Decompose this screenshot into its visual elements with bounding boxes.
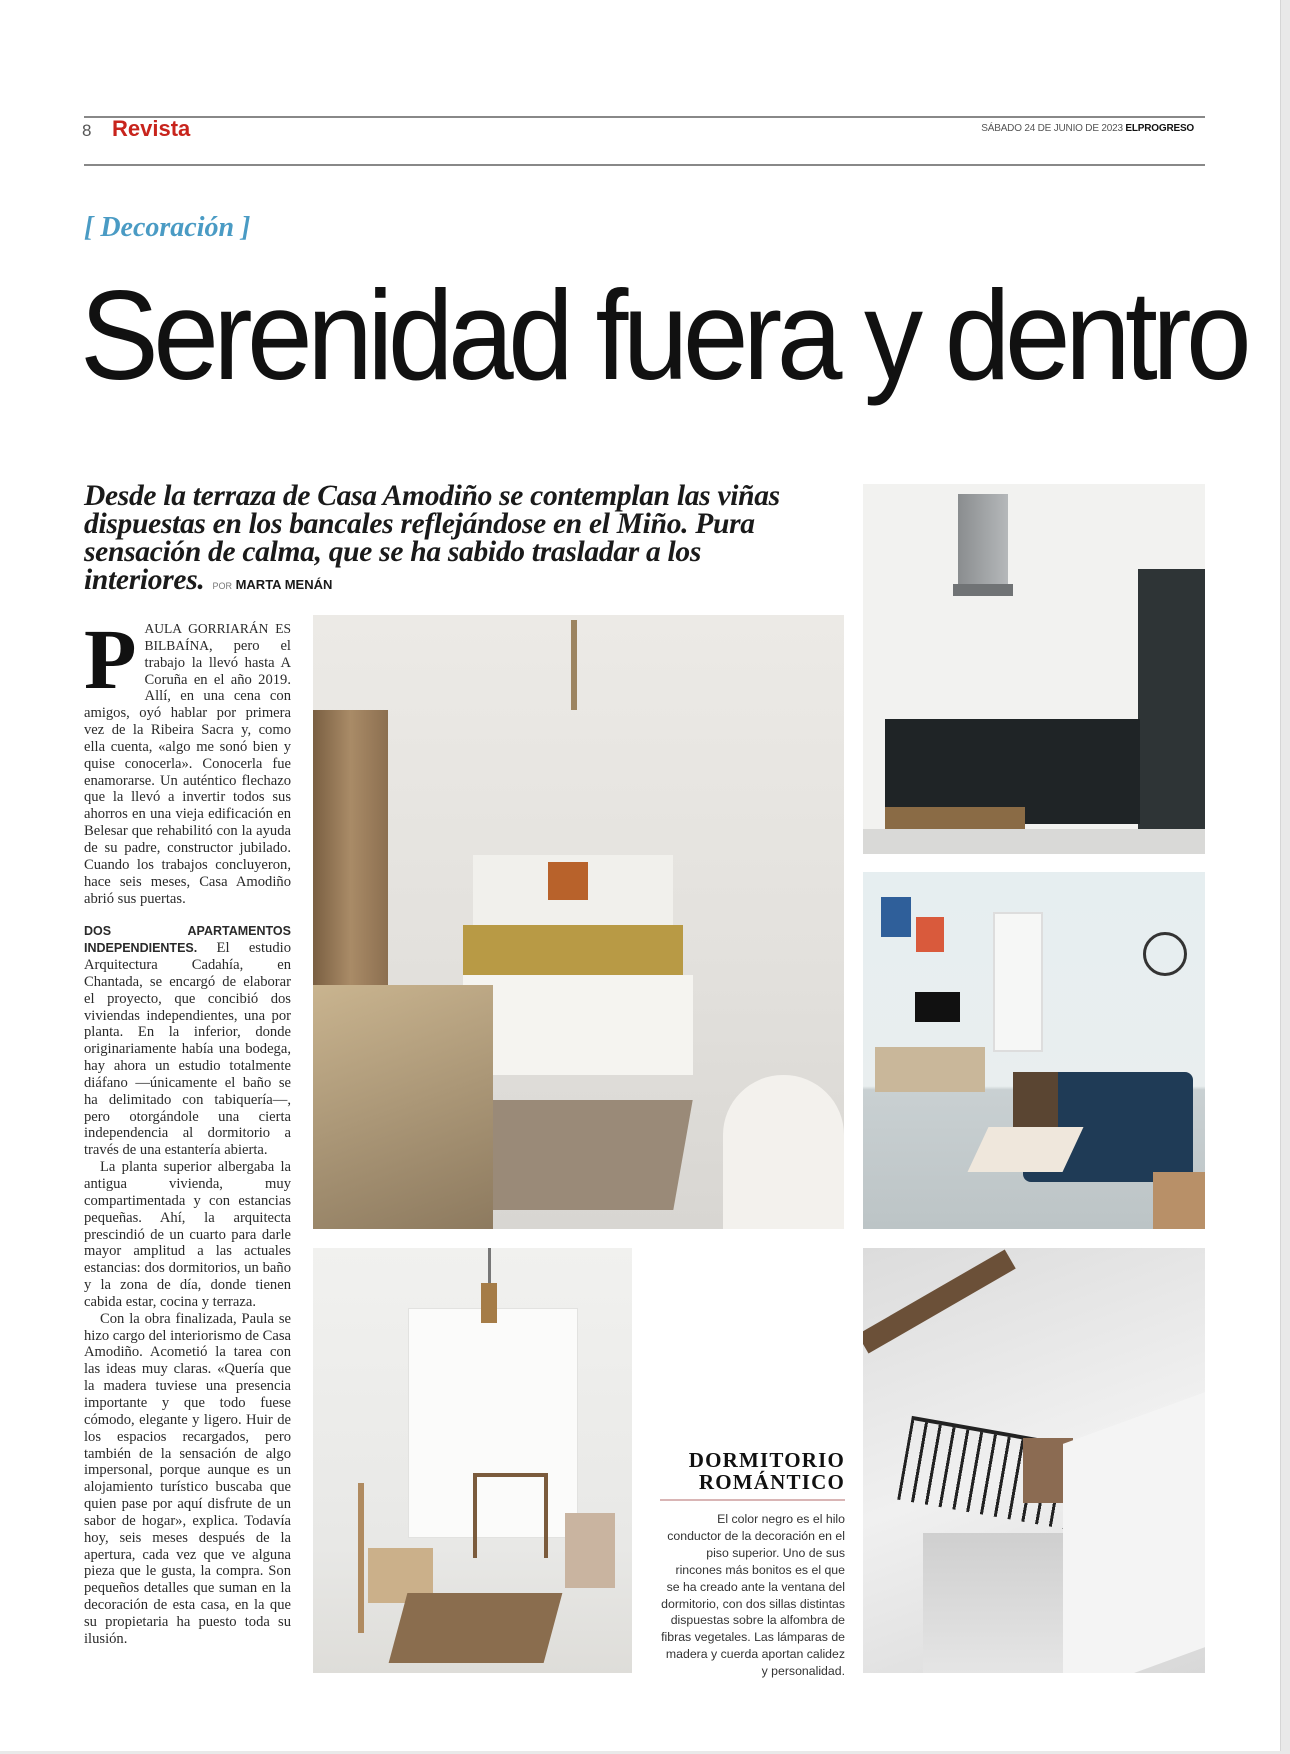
section-name: Revista	[112, 116, 191, 141]
paragraph: Con la obra finalizada, Paula se hizo cargo del interiorismo de Casa Amodiño. Acometió la tarea con las ideas muy claras. «Quería que la madera tuviese una presencia importante y que todo fuese cómodo, elegante y ligero. Huir de los espacios recargados, pero también de la sensación de algo impersonal, porque aunque es un alojamiento turístico buscaba que quien pase por aquí disfrute de un sabor de hogar», explica. Todavía hoy, seis meses después de la apertura, cada vez que ve alguna pieza que le gusta, la compra. Son pequeños detalles que suman en la decoración de esta casa, en la que su propietaria ha puesto toda su ilusión.	[84, 1310, 291, 1647]
publication-name: ELPROGRESO	[1125, 123, 1194, 134]
paragraph-text: , pero el trabajo la llevó hasta A Coruña en el año 2019. Allí, en una cena con amigos, oyó hablar por primera vez de la Ribeira Sacra y, como ella cuenta, «algo me sonó bien y quise conocerla». Conocerla fue enamorarse. Un auténtico flechazo que la llevó a invertir todos sus ahorros en una vieja edificación en Belesar que rehabilitó con la ayuda de su padre, constructor jubilado. Cuando los trabajos concluyeron, hace seis meses, Casa Amodiño abrió sus puertas.	[84, 637, 291, 907]
paragraph	[84, 923, 291, 1159]
photo-romantic-bedroom	[313, 1248, 632, 1673]
kicker: [ Decoración ]	[84, 212, 251, 243]
dateline	[981, 123, 1194, 134]
page-number: 8	[82, 121, 92, 140]
caption-title-line: DORMITORIO	[688, 1448, 845, 1472]
caption-title	[660, 1449, 845, 1501]
byline	[204, 577, 332, 592]
article-body	[84, 611, 291, 1648]
subhead: DOS APARTAMENTOS INDEPENDIENTES.	[84, 924, 291, 956]
photo-living-room	[863, 872, 1205, 1229]
byline-prefix: POR	[212, 581, 232, 591]
standfirst	[84, 482, 814, 594]
caption-text: El color negro es el hilo conductor de la decoración en el piso superior. Uno de sus rincones más bonitos es el que se ha creado ante la ventana del dormitorio, con dos sillas distintas dispuestas sobre la alfombra de fibras vegetales. Las lámparas de madera y cuerda aportan calidez y personalidad.	[661, 1512, 845, 1679]
top-rule	[84, 116, 1205, 118]
paragraph-text: El estudio Arquitectura Cadahía, en Chantada, se encargó de elaborar el proyecto, que concibió dos viviendas independientes, una por planta. En la inferior, donde originariamente había una bodega, hay ahora un estudio totalmente diáfano —únicamente el baño se ha delimitado con tabiquería—, pero otorgándole una cierta independencia al dormitorio a través de una estantería abierta.	[84, 940, 291, 1159]
paragraph: La planta superior albergaba la antigua vivienda, muy compartimentada y con estancias pequeñas. Ahí, la arquitecta prescindió de un cuarto para darle mayor amplitud a las actuales estancias: dos dormitorios, un baño y la zona de día, donde tienen cabida estar, cocina y terraza.	[84, 1159, 291, 1310]
byline-author: MARTA MENÁN	[235, 577, 333, 592]
drop-cap: P	[84, 611, 137, 707]
paragraph	[84, 611, 291, 907]
photo-bedroom	[313, 615, 844, 1229]
photo-staircase	[863, 1248, 1205, 1673]
lead-in: AULA GORRIARÁN ES BILBAÍNA	[144, 621, 291, 653]
photo-kitchen	[863, 484, 1205, 854]
caption-title-line: ROMÁNTICO	[698, 1470, 845, 1494]
header-bottom-rule	[84, 164, 1205, 166]
headline: Serenidad fuera y dentro	[80, 264, 1247, 406]
photo-caption	[660, 1449, 845, 1680]
date: SÁBADO 24 DE JUNIO DE 2023	[981, 123, 1123, 134]
standfirst-text: Desde la terraza de Casa Amodiño se contemplan las viñas dispuestas en los bancales reflejándose en el Miño. Pura sensación de calma, que se ha sabido trasladar a los interiores.	[84, 480, 780, 596]
